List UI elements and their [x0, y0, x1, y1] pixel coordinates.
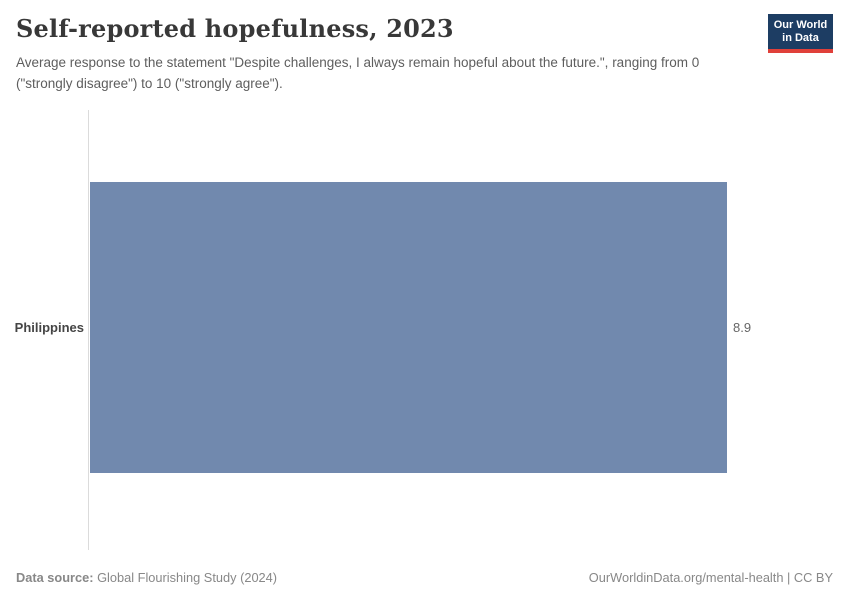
chart-subtitle: Average response to the statement "Despite challenges, I always remain hopeful about the future.", ranging from 0 ("strongly disagree") to 10 ("strongly agree"). — [16, 55, 700, 91]
chart-title: Self-reported hopefulness, 2023 — [16, 14, 454, 43]
bar-value-label: 8.9 — [733, 320, 752, 335]
license-text: | CC BY — [783, 570, 833, 585]
data-source-label: Data source: — [16, 570, 94, 585]
owid-logo-line2: in Data — [782, 32, 819, 44]
data-source — [16, 570, 277, 585]
bar-philippines[interactable] — [90, 182, 727, 473]
data-source-text: Global Flourishing Study (2024) — [97, 570, 278, 585]
chart-footer — [16, 570, 833, 585]
y-axis-line — [88, 110, 89, 550]
owid-logo-line1: Our World — [773, 19, 828, 31]
footer-attribution — [589, 570, 833, 585]
owid-url-link[interactable]: OurWorldinData.org/mental-health — [588, 570, 784, 585]
owid-logo[interactable] — [768, 14, 833, 53]
entity-label-philippines[interactable]: Philippines — [14, 320, 84, 335]
